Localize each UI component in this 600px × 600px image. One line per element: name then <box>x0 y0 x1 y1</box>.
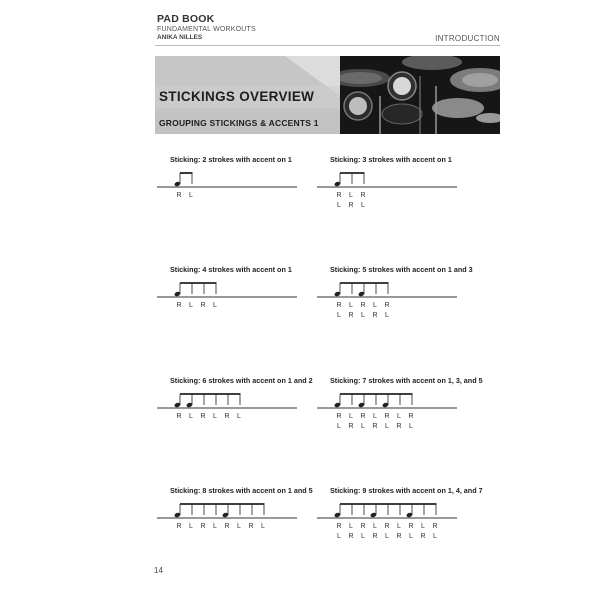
sticking-letter: L <box>373 302 377 309</box>
page-number: 14 <box>154 566 163 575</box>
sticking-letter: L <box>397 413 401 420</box>
exercise-8-strokes <box>157 486 327 556</box>
page-title: STICKINGS OVERVIEW <box>159 89 315 104</box>
section-subtitle: GROUPING STICKINGS & ACCENTS 1 <box>159 118 319 128</box>
exercise-title: Sticking: 3 strokes with accent on 1 <box>330 155 452 164</box>
notation-staff <box>157 265 327 335</box>
sticking-letter: R <box>348 202 354 209</box>
sticking-letter: L <box>349 523 353 530</box>
sticking-letter: L <box>261 523 265 530</box>
sticking-letter: R <box>360 413 366 420</box>
notation-staff <box>317 486 487 556</box>
sticking-letter: R <box>408 413 414 420</box>
sticking-letter: R <box>336 192 342 199</box>
sticking-letter: L <box>349 192 353 199</box>
sticking-letter: L <box>213 302 217 309</box>
author-name: ANIKA NILLES <box>157 34 203 41</box>
sticking-letter: L <box>361 202 365 209</box>
sticking-letter: R <box>372 533 378 540</box>
sticking-letter: L <box>433 533 437 540</box>
sticking-letter: R <box>384 302 390 309</box>
sticking-letter: R <box>348 423 354 430</box>
sticking-letter: R <box>336 523 342 530</box>
title-banner <box>155 56 500 134</box>
sticking-letter: L <box>373 413 377 420</box>
sticking-letter: R <box>384 523 390 530</box>
sticking-letter: R <box>408 523 414 530</box>
sticking-letter: L <box>409 423 413 430</box>
sticking-letter: L <box>385 423 389 430</box>
sticking-letter: L <box>337 423 341 430</box>
sticking-letter: R <box>396 423 402 430</box>
sticking-letter: R <box>176 523 182 530</box>
exercise-title: Sticking: 6 strokes with accent on 1 and 2 <box>170 376 313 385</box>
sticking-letter: R <box>372 423 378 430</box>
notation-staff <box>317 155 487 225</box>
notation-staff <box>157 155 327 225</box>
sticking-letter: L <box>189 413 193 420</box>
sticking-letter: R <box>336 302 342 309</box>
sticking-letter: L <box>189 302 193 309</box>
section-label: INTRODUCTION <box>435 34 500 43</box>
sticking-letter: L <box>349 302 353 309</box>
sticking-letter: R <box>420 533 426 540</box>
sticking-letter: L <box>361 312 365 319</box>
exercise-9-strokes <box>317 486 487 556</box>
sticking-letter: L <box>385 312 389 319</box>
sticking-letter: R <box>360 302 366 309</box>
header-rule <box>155 45 500 46</box>
exercise-title: Sticking: 8 strokes with accent on 1 and 5 <box>170 486 313 495</box>
exercise-4-strokes <box>157 265 327 335</box>
sticking-letter: R <box>176 413 182 420</box>
sticking-letter: L <box>337 533 341 540</box>
sticking-letter: R <box>336 413 342 420</box>
drum-kit-image <box>340 56 500 134</box>
notation-staff <box>317 376 487 446</box>
notation-staff <box>157 486 327 556</box>
sticking-letter: L <box>237 413 241 420</box>
notation-staff <box>157 376 327 446</box>
sticking-letter: L <box>213 523 217 530</box>
sticking-letter: L <box>385 533 389 540</box>
sticking-letter: L <box>373 523 377 530</box>
sticking-letter: R <box>360 523 366 530</box>
sticking-letter: R <box>248 523 254 530</box>
sticking-letter: L <box>189 192 193 199</box>
sticking-letter: L <box>337 312 341 319</box>
exercise-title: Sticking: 4 strokes with accent on 1 <box>170 265 292 274</box>
exercise-title: Sticking: 2 strokes with accent on 1 <box>170 155 292 164</box>
exercise-title: Sticking: 5 strokes with accent on 1 and 3 <box>330 265 473 274</box>
sticking-letter: R <box>360 192 366 199</box>
sticking-letter: L <box>361 423 365 430</box>
exercise-7-strokes <box>317 376 487 446</box>
sticking-letter: R <box>200 302 206 309</box>
exercise-6-strokes <box>157 376 327 446</box>
drum-kit-photo <box>340 56 500 134</box>
sticking-letter: R <box>348 533 354 540</box>
sticking-letter: L <box>337 202 341 209</box>
exercise-2-strokes <box>157 155 327 225</box>
sticking-letter: L <box>237 523 241 530</box>
sticking-letter: L <box>189 523 193 530</box>
exercise-5-strokes <box>317 265 487 335</box>
sticking-letter: R <box>224 523 230 530</box>
sticking-letter: R <box>348 312 354 319</box>
sticking-letter: R <box>396 533 402 540</box>
sticking-letter: L <box>409 533 413 540</box>
sticking-letter: L <box>421 523 425 530</box>
exercise-3-strokes <box>317 155 487 225</box>
sticking-letter: L <box>361 533 365 540</box>
sticking-letter: R <box>372 312 378 319</box>
sticking-letter: R <box>224 413 230 420</box>
sticking-letter: R <box>200 523 206 530</box>
sticking-letter: R <box>200 413 206 420</box>
sticking-letter: R <box>432 523 438 530</box>
exercise-title: Sticking: 9 strokes with accent on 1, 4, and 7 <box>330 486 483 495</box>
sticking-letter: L <box>349 413 353 420</box>
sticking-letter: R <box>176 302 182 309</box>
sticking-letter: L <box>397 523 401 530</box>
exercise-title: Sticking: 7 strokes with accent on 1, 3, and 5 <box>330 376 483 385</box>
sticking-letter: L <box>213 413 217 420</box>
book-subtitle: FUNDAMENTAL WORKOUTS <box>157 26 256 33</box>
notation-staff <box>317 265 487 335</box>
book-title: PAD BOOK <box>157 13 215 25</box>
sticking-letter: R <box>176 192 182 199</box>
sticking-letter: R <box>384 413 390 420</box>
